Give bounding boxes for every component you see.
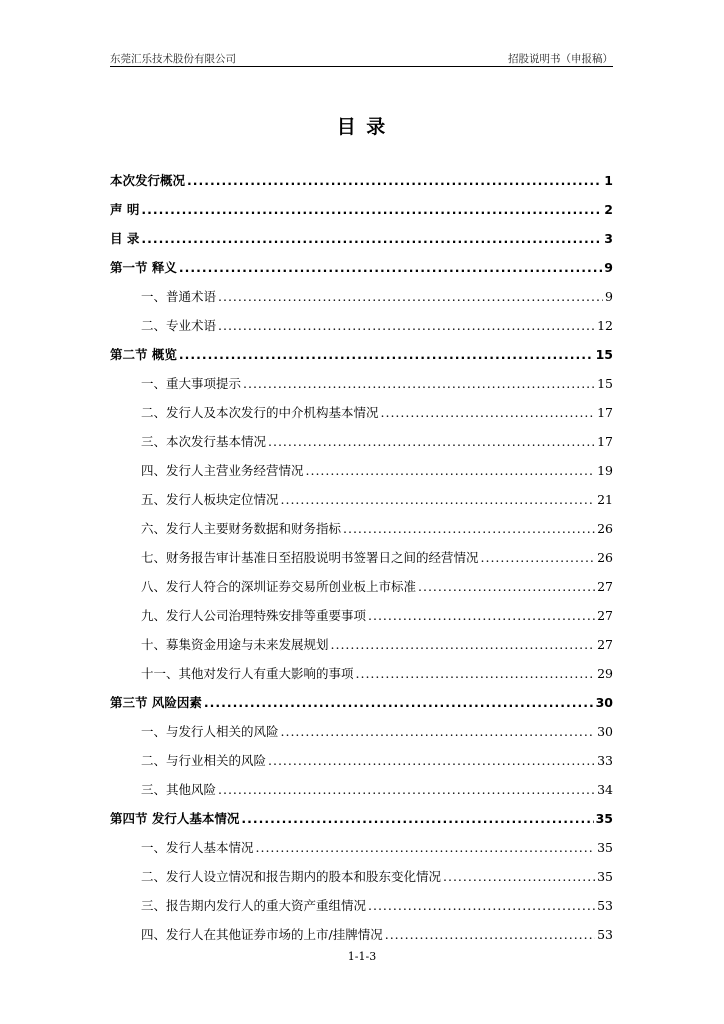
toc-entry-label: 本次发行概况 (110, 173, 186, 188)
toc-leader-dots (481, 545, 596, 571)
toc-leader-dots (268, 429, 595, 455)
toc-entry-label: 四、发行人在其他证券市场的上市/挂牌情况 (141, 927, 383, 942)
toc-entry-page: 27 (597, 608, 613, 623)
toc-leader-dots (356, 661, 596, 687)
toc-leader-dots (281, 719, 596, 745)
header-document-type: 招股说明书（申报稿） (508, 53, 613, 65)
toc-entry[interactable] (110, 400, 613, 429)
toc-entry[interactable] (110, 458, 613, 487)
toc-leader-dots (443, 864, 595, 890)
toc-entry[interactable] (110, 893, 613, 922)
toc-entry[interactable] (110, 487, 613, 516)
toc-entry[interactable] (110, 806, 613, 835)
toc-leader-dots (187, 168, 602, 194)
toc-entry-page: 9 (605, 289, 613, 304)
toc-entry-label: 三、本次发行基本情况 (141, 434, 267, 449)
toc-leader-dots (281, 487, 596, 513)
toc-leader-dots (179, 342, 594, 368)
toc-entry[interactable] (110, 922, 613, 951)
toc-leader-dots (306, 458, 596, 484)
toc-leader-dots (331, 632, 596, 658)
toc-leader-dots (256, 835, 596, 861)
header-divider (110, 66, 613, 67)
toc-entry-page: 12 (597, 318, 613, 333)
toc-leader-dots (141, 226, 602, 252)
table-of-contents (110, 168, 613, 951)
toc-leader-dots (385, 922, 595, 948)
toc-entry-page: 35 (595, 811, 613, 826)
toc-entry-label: 声 明 (110, 202, 140, 217)
toc-entry-page: 17 (597, 434, 613, 449)
toc-entry[interactable] (110, 342, 613, 371)
toc-entry[interactable] (110, 690, 613, 719)
toc-entry-page: 26 (597, 550, 613, 565)
toc-entry-label: 一、发行人基本情况 (141, 840, 254, 855)
toc-entry[interactable] (110, 197, 613, 226)
toc-entry-label: 第一节 释义 (110, 260, 177, 275)
toc-entry[interactable] (110, 371, 613, 400)
toc-entry[interactable] (110, 719, 613, 748)
toc-entry-page: 33 (597, 753, 613, 768)
toc-leader-dots (268, 748, 595, 774)
toc-entry-label: 十一、其他对发行人有重大影响的事项 (141, 666, 354, 681)
toc-entry[interactable] (110, 226, 613, 255)
toc-entry[interactable] (110, 429, 613, 458)
toc-entry[interactable] (110, 313, 613, 342)
toc-leader-dots (381, 400, 596, 426)
toc-entry-label: 十、募集资金用途与未来发展规划 (141, 637, 329, 652)
toc-entry-page: 3 (604, 231, 613, 246)
toc-leader-dots (141, 197, 602, 223)
toc-entry-page: 15 (595, 347, 613, 362)
toc-entry-label: 二、发行人及本次发行的中介机构基本情况 (141, 405, 379, 420)
toc-entry-page: 17 (597, 405, 613, 420)
page-title: 目 录 (336, 116, 388, 138)
toc-entry-page: 15 (597, 376, 613, 391)
toc-entry-label: 四、发行人主营业务经营情况 (141, 463, 304, 478)
toc-entry-label: 二、专业术语 (141, 318, 217, 333)
toc-entry-page: 30 (597, 724, 613, 739)
toc-entry[interactable] (110, 545, 613, 574)
toc-entry-page: 53 (597, 898, 613, 913)
toc-entry-page: 19 (597, 463, 613, 478)
toc-leader-dots (218, 284, 603, 310)
toc-entry-label: 九、发行人公司治理特殊安排等重要事项 (141, 608, 367, 623)
toc-leader-dots (204, 690, 594, 716)
toc-entry-page: 1 (604, 173, 613, 188)
toc-entry[interactable] (110, 603, 613, 632)
toc-entry-label: 七、财务报告审计基准日至招股说明书签署日之间的经营情况 (141, 550, 479, 565)
toc-entry-page: 34 (597, 782, 613, 797)
toc-entry-label: 二、与行业相关的风险 (141, 753, 267, 768)
toc-entry-label: 第四节 发行人基本情况 (110, 811, 240, 826)
toc-entry-label: 三、报告期内发行人的重大资产重组情况 (141, 898, 367, 913)
toc-entry[interactable] (110, 661, 613, 690)
toc-entry-label: 二、发行人设立情况和报告期内的股本和股东变化情况 (141, 869, 442, 884)
toc-entry[interactable] (110, 284, 613, 313)
toc-entry-label: 八、发行人符合的深圳证券交易所创业板上市标准 (141, 579, 417, 594)
toc-entry-label: 一、与发行人相关的风险 (141, 724, 279, 739)
toc-entry[interactable] (110, 255, 613, 284)
toc-entry-label: 一、重大事项提示 (141, 376, 242, 391)
toc-entry-page: 27 (597, 637, 613, 652)
toc-entry[interactable] (110, 748, 613, 777)
toc-entry[interactable] (110, 168, 613, 197)
toc-entry-label: 五、发行人板块定位情况 (141, 492, 279, 507)
toc-entry-label: 第三节 风险因素 (110, 695, 202, 710)
toc-entry[interactable] (110, 632, 613, 661)
toc-leader-dots (368, 603, 595, 629)
toc-entry[interactable] (110, 516, 613, 545)
toc-entry[interactable] (110, 835, 613, 864)
header-company-name: 东莞汇乐技术股份有限公司 (110, 53, 236, 65)
toc-entry-page: 53 (597, 927, 613, 942)
toc-entry-page: 2 (604, 202, 613, 217)
page-header (110, 49, 613, 65)
toc-leader-dots (243, 371, 595, 397)
toc-leader-dots (218, 313, 595, 339)
toc-entry-label: 目 录 (110, 231, 140, 246)
toc-entry-label: 六、发行人主要财务数据和财务指标 (141, 521, 342, 536)
toc-entry[interactable] (110, 864, 613, 893)
toc-entry[interactable] (110, 777, 613, 806)
toc-entry-page: 9 (604, 260, 613, 275)
toc-entry-page: 27 (597, 579, 613, 594)
page-number: 1-1-3 (347, 950, 377, 963)
toc-entry-page: 30 (595, 695, 613, 710)
toc-entry-label: 一、普通术语 (141, 289, 217, 304)
toc-leader-dots (218, 777, 595, 803)
toc-entry[interactable] (110, 574, 613, 603)
toc-entry-page: 29 (597, 666, 613, 681)
toc-leader-dots (418, 574, 595, 600)
toc-entry-page: 26 (597, 521, 613, 536)
toc-entry-page: 35 (597, 840, 613, 855)
toc-leader-dots (179, 255, 602, 281)
toc-leader-dots (343, 516, 595, 542)
toc-entry-label: 第二节 概览 (110, 347, 177, 362)
toc-leader-dots (368, 893, 595, 919)
toc-leader-dots (241, 806, 593, 832)
toc-entry-page: 21 (597, 492, 613, 507)
toc-entry-page: 35 (597, 869, 613, 884)
toc-entry-label: 三、其他风险 (141, 782, 217, 797)
